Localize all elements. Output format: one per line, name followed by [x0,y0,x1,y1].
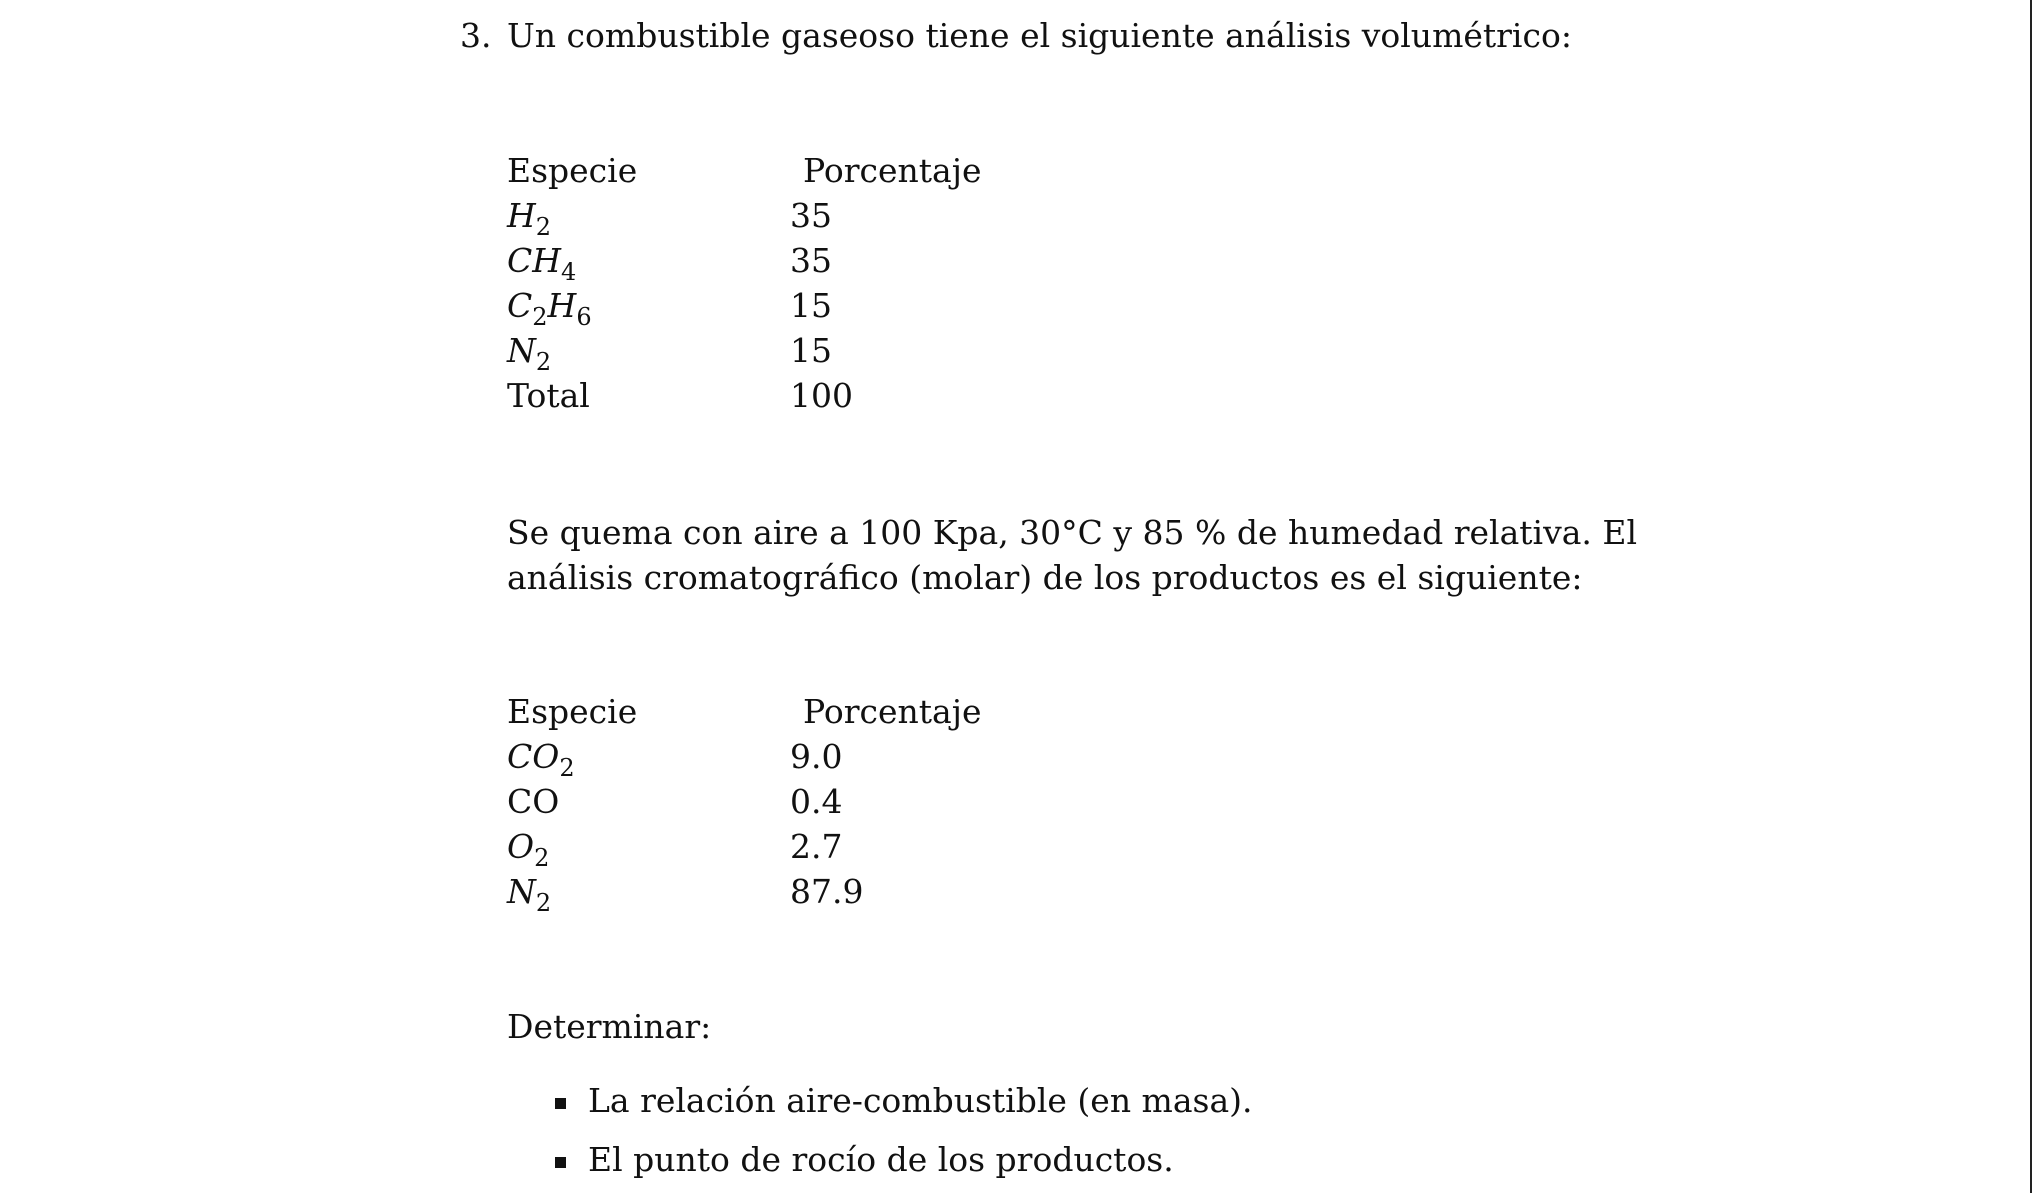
list-item [555,1079,1253,1138]
percent-value: 15 [790,286,832,325]
species-header: Especie [507,151,638,190]
species-formula: $O_2$ [507,827,550,872]
percent-value: 2.7 [790,827,843,866]
percent-value: 35 [790,241,832,280]
species-formula: $N_2$ [507,331,552,376]
determine-list [555,1079,1253,1197]
total-value: 100 [790,376,853,415]
percent-header: Porcentaje [803,151,982,190]
species-formula: $CH_4$ [507,241,577,286]
combustion-description [507,510,1638,600]
species-formula: $C_2H_6$ [507,286,592,331]
list-item [555,1138,1253,1197]
problem-statement: Un combustible gaseoso tiene el siguiente análisis volumétrico: [507,16,1572,55]
percent-value: 35 [790,196,832,235]
list-item-text: La relación aire-combustible (en masa). [588,1081,1253,1120]
species-header: Especie [507,692,638,731]
paragraph-line: Se quema con aire a 100 Kpa, 30°C y 85 % de humedad relativa. El [507,513,1638,552]
species-formula: $N_2$ [507,872,552,917]
paragraph-line: análisis cromatográfico (molar) de los productos es el siguiente: [507,558,1583,597]
problem-number: 3. [460,16,492,55]
bullet-square-icon [555,1157,566,1168]
determine-label: Determinar: [507,1007,712,1046]
percent-value: 15 [790,331,832,370]
percent-header: Porcentaje [803,692,982,731]
percent-value: 9.0 [790,737,843,776]
total-label: Total [507,376,590,415]
bullet-square-icon [555,1098,566,1109]
percent-value: 0.4 [790,782,843,821]
species-formula: $H_2$ [507,196,552,241]
species-formula: $CO_2$ [507,737,575,782]
list-item-text: El punto de rocío de los productos. [588,1140,1174,1179]
page-edge-rule [2030,0,2032,1193]
species-formula: CO [507,782,560,821]
percent-value: 87.9 [790,872,864,911]
